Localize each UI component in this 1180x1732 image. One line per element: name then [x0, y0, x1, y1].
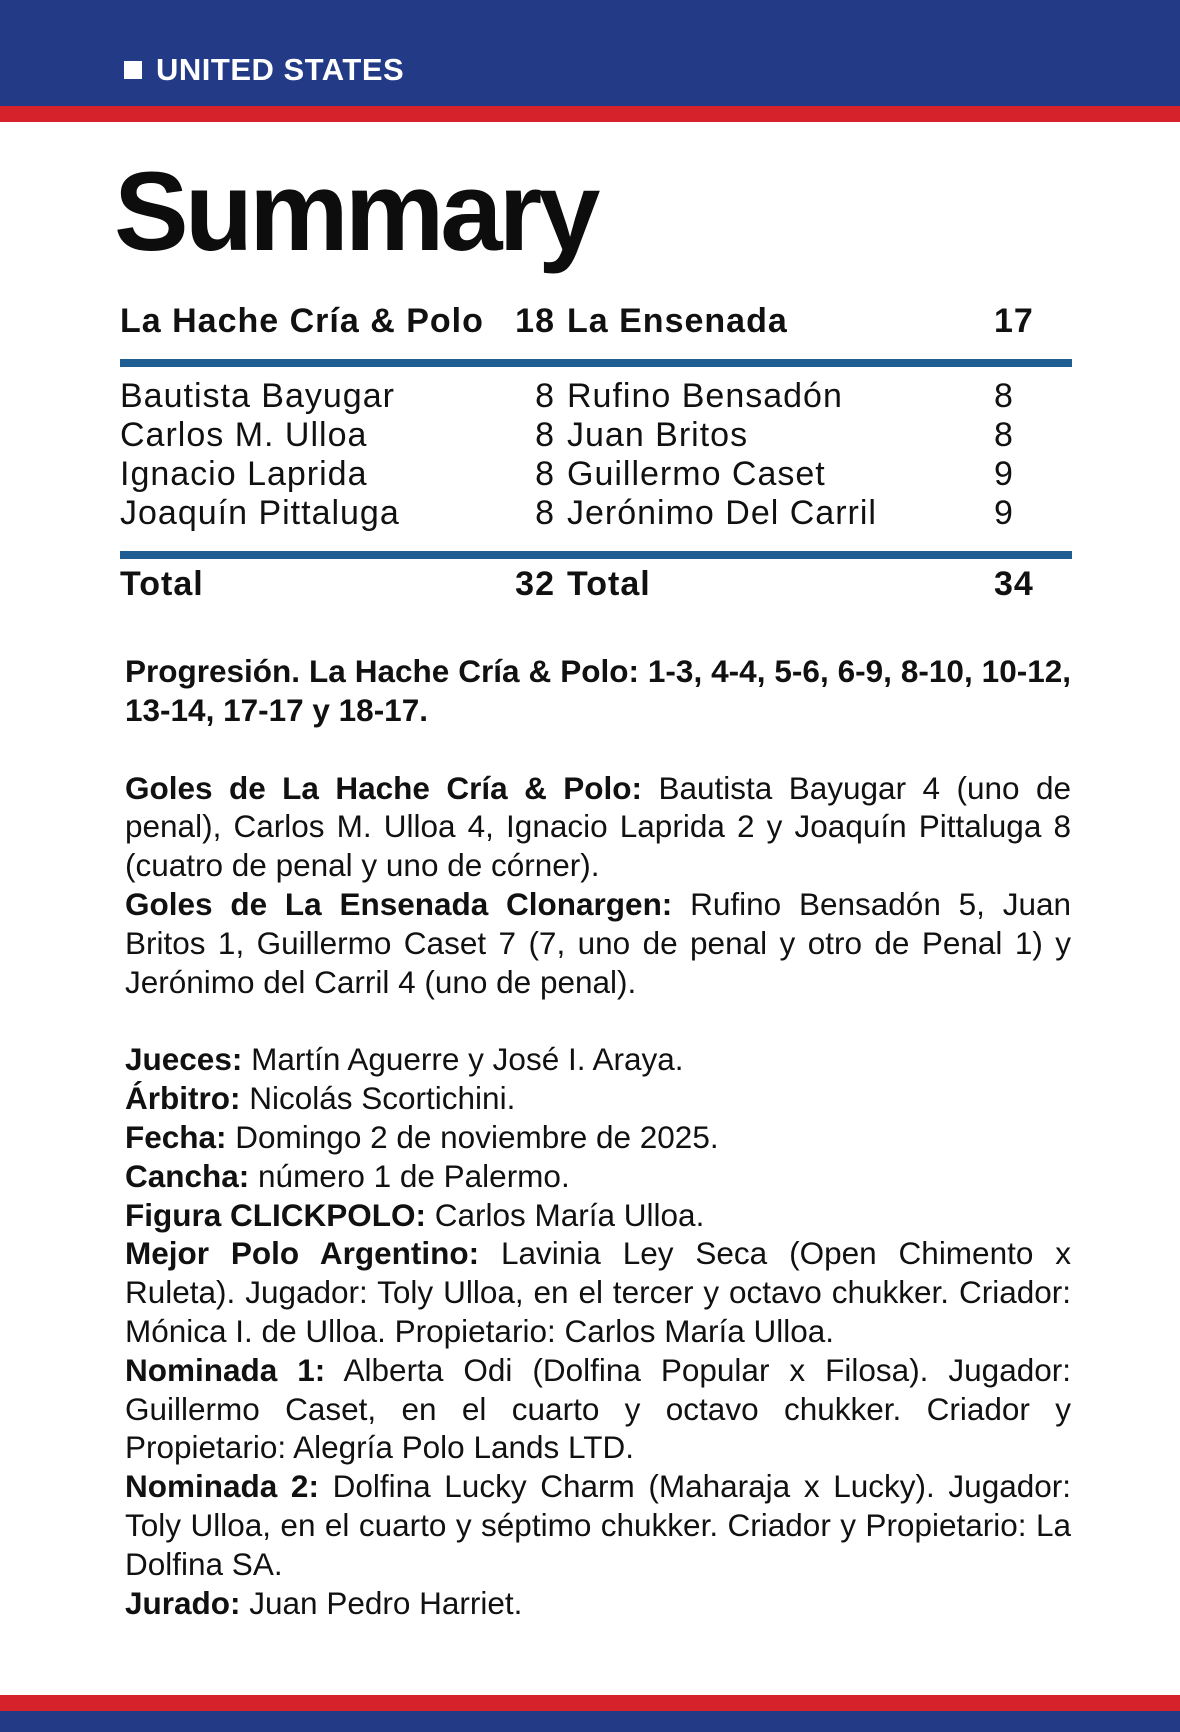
- detail-text: Dolfina Lucky Charm (Maharaja x Lucky). Jugador: Toly Ulloa, en el cuarto y séptimo chukker. Criador y Propietario: La Dolfina SA.: [125, 1468, 1072, 1582]
- home-player-name: Ignacio Laprida: [120, 455, 368, 493]
- away-team-score: 17: [994, 301, 1034, 340]
- away-player-name: Juan Britos: [567, 416, 749, 454]
- teams-header-row: [120, 296, 1072, 346]
- top-red-stripe: [0, 106, 1180, 122]
- home-player-handicap: 8: [535, 377, 555, 415]
- away-total-value: 34: [994, 564, 1034, 603]
- detail-label: Jurado:: [125, 1584, 241, 1621]
- detail-text: Lavinia Ley Seca (Open Chimento x Ruleta). Jugador: Toly Ulloa, en el tercer y octavo chukker. Criador: Mónica I. de Ulloa. Propietario: Carlos María Ulloa.: [125, 1235, 1072, 1349]
- away-player-handicap: 8: [994, 377, 1014, 415]
- detail-label: Nominada 2:: [125, 1468, 319, 1505]
- player-row: [120, 416, 1072, 455]
- bottom-red-stripe: [0, 1695, 1180, 1711]
- summary-body: [125, 652, 1071, 1622]
- totals-row: [120, 559, 1072, 609]
- detail-text: número 1 de Palermo.: [249, 1157, 570, 1194]
- detail-text: Juan Pedro Harriet.: [240, 1584, 523, 1621]
- home-total-label: Total: [120, 564, 204, 603]
- page-title: Summary: [114, 149, 597, 274]
- home-player-handicap: 8: [535, 455, 555, 493]
- away-player-handicap: 9: [994, 455, 1014, 493]
- totals-divider: [120, 551, 1072, 559]
- home-player-handicap: 8: [535, 416, 555, 454]
- detail-nominada-1: [125, 1351, 1071, 1467]
- goals-away-label: Goles de La Ensenada Clonargen:: [125, 885, 673, 922]
- goals-away-text: Rufino Bensadón 5, Juan Britos 1, Guillermo Caset 7 (7, uno de penal y otro de Penal 1) y Jerónimo del Carril 4 (uno de penal).: [125, 885, 1072, 1000]
- player-row: [120, 377, 1072, 416]
- away-team-name: La Ensenada: [567, 301, 788, 340]
- away-player-handicap: 8: [994, 416, 1014, 454]
- square-icon: [124, 61, 142, 79]
- away-player-name: Jerónimo Del Carril: [567, 494, 877, 532]
- score-table: [120, 296, 1072, 609]
- detail-text: Alberta Odi (Dolfina Popular x Filosa). Jugador: Guillermo Caset, en el cuarto y octavo chukker. Criador y Propietario: Alegría Polo Lands LTD.: [125, 1351, 1072, 1466]
- detail-mejor-polo: [125, 1234, 1071, 1350]
- player-row: [120, 494, 1072, 533]
- away-total-label: Total: [567, 564, 651, 603]
- detail-label: Jueces:: [125, 1041, 243, 1078]
- away-player-name: Rufino Bensadón: [567, 377, 843, 415]
- progression-text: Progresión. La Hache Cría & Polo: 1-3, 4-4, 5-6, 6-9, 8-10, 10-12, 13-14, 17-17 y 18-17.: [125, 653, 1071, 728]
- detail-label: Figura CLICKPOLO:: [125, 1196, 426, 1233]
- away-player-handicap: 9: [994, 494, 1014, 532]
- player-row: [120, 455, 1072, 494]
- detail-cancha: [125, 1157, 1071, 1196]
- away-player-name: Guillermo Caset: [567, 455, 826, 493]
- section-label: [124, 50, 404, 90]
- detail-text: Carlos María Ulloa.: [426, 1196, 705, 1233]
- detail-text: Nicolás Scortichini.: [240, 1080, 516, 1117]
- detail-label: Mejor Polo Argentino:: [125, 1235, 480, 1272]
- detail-fecha: [125, 1118, 1071, 1157]
- home-team-name: La Hache Cría & Polo: [120, 301, 484, 340]
- detail-jurado: [125, 1584, 1071, 1623]
- detail-text: Martín Aguerre y José I. Araya.: [242, 1041, 684, 1078]
- detail-nominada-2: [125, 1467, 1071, 1583]
- goals-home: [125, 769, 1071, 885]
- home-total-value: 32: [515, 564, 555, 603]
- home-player-handicap: 8: [535, 494, 555, 532]
- detail-figura: [125, 1196, 1071, 1235]
- goals-away: [125, 885, 1071, 1001]
- detail-text: Domingo 2 de noviembre de 2025.: [226, 1118, 719, 1155]
- home-player-name: Carlos M. Ulloa: [120, 416, 368, 454]
- home-team-score: 18: [515, 301, 555, 340]
- section-label-text: UNITED STATES: [156, 52, 405, 87]
- detail-arbitro: [125, 1079, 1071, 1118]
- goals-home-label: Goles de La Hache Cría & Polo:: [125, 769, 643, 806]
- home-player-name: Bautista Bayugar: [120, 377, 395, 415]
- bottom-banner: [0, 1711, 1180, 1732]
- detail-jueces: [125, 1040, 1071, 1079]
- players-list: [120, 367, 1072, 551]
- detail-label: Cancha:: [125, 1157, 250, 1194]
- detail-label: Nominada 1:: [125, 1351, 326, 1388]
- goals-home-text: Bautista Bayugar 4 (uno de penal), Carlos M. Ulloa 4, Ignacio Laprida 2 y Joaquín Pittaluga 8 (cuatro de penal y uno de córner).: [125, 769, 1071, 884]
- header-divider: [120, 359, 1072, 367]
- detail-label: Árbitro:: [125, 1080, 241, 1117]
- home-player-name: Joaquín Pittaluga: [120, 494, 400, 532]
- detail-label: Fecha:: [125, 1118, 227, 1155]
